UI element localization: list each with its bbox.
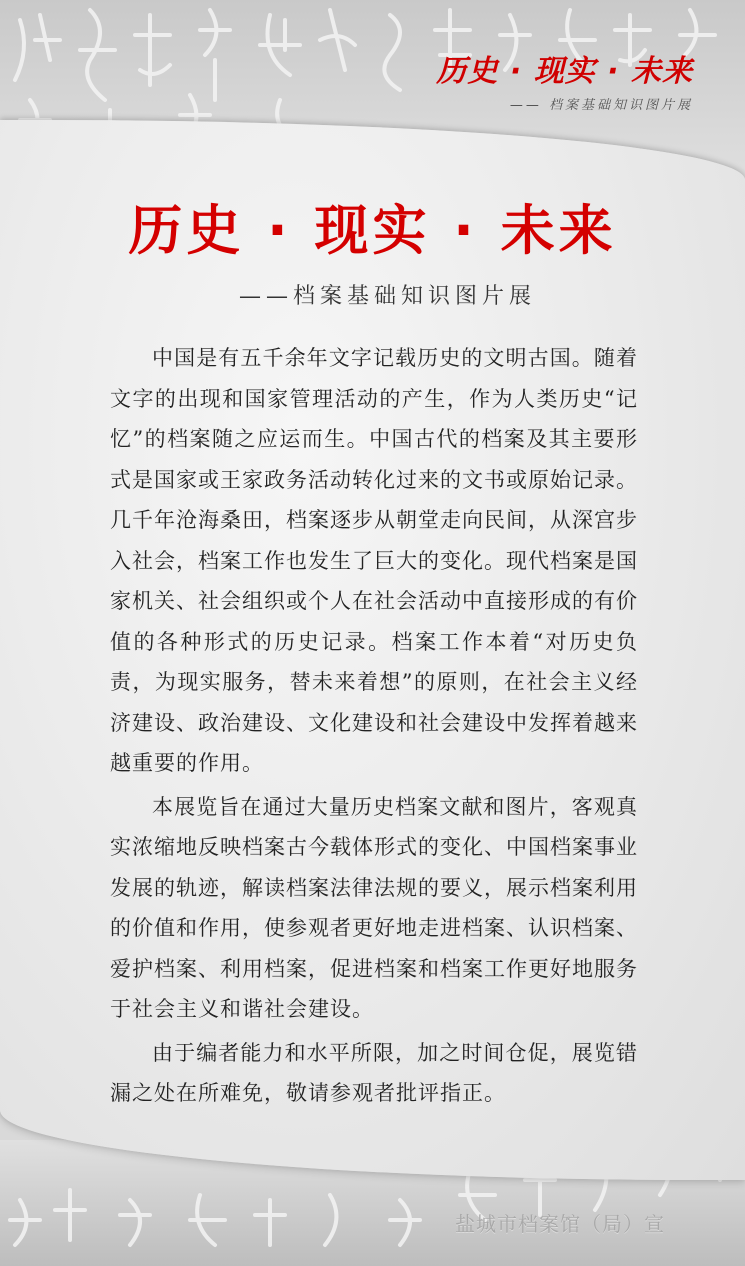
paragraph-purpose: 本展览旨在通过大量历史档案文献和图片，客观真实浓缩地反映档案古今载体形式的变化、中国档案事业发展的轨迹，解读档案法律法规的要义，展示档案利用的价值和作用，使参观者更好地走进档案、认识档案、爱护档案、利用档案，促进档案和档案工作更好地服务于社会主义和谐社会建设。: [110, 794, 638, 1021]
page-title: 历史 · 现实 · 未来: [128, 199, 617, 262]
corner-title: 历史 · 现实 · 未来: [436, 54, 693, 89]
paragraph-intro: 中国是有五千余年文字记载历史的文明古国。随着文字的出现和国家管理活动的产生，作为人类历史“记忆”的档案随之应运而生。中国古代的档案及其主要形式是国家或王家政务活动转化过来的文书或原始记录。几千年沧海桑田，档案逐步从朝堂走向民间，从深宫步入社会，档案工作也发生了巨大的变化。现代档案是国家机关、社会组织或个人在社会活动中直接形成的有价值的各种形式的历史记录。档案工作本着“对历史负责，为现实服务，替未来着想”的原则，在社会主义经济建设、政治建设、文化建设和社会建设中发挥着越来越重要的作用。: [110, 346, 638, 775]
body-text: [110, 338, 638, 1117]
page-subtitle: ——档案基础知识图片展: [238, 284, 536, 309]
footer-credit: 盐城市档案馆（局）宣: [455, 1212, 665, 1236]
paragraph-apology: 由于编者能力和水平所限，加之时间仓促，展览错漏之处在所难免，敬请参观者批评指正。: [110, 1040, 638, 1105]
corner-title-block: [436, 52, 693, 113]
corner-subtitle: —— 档案基础知识图片展: [509, 98, 693, 113]
